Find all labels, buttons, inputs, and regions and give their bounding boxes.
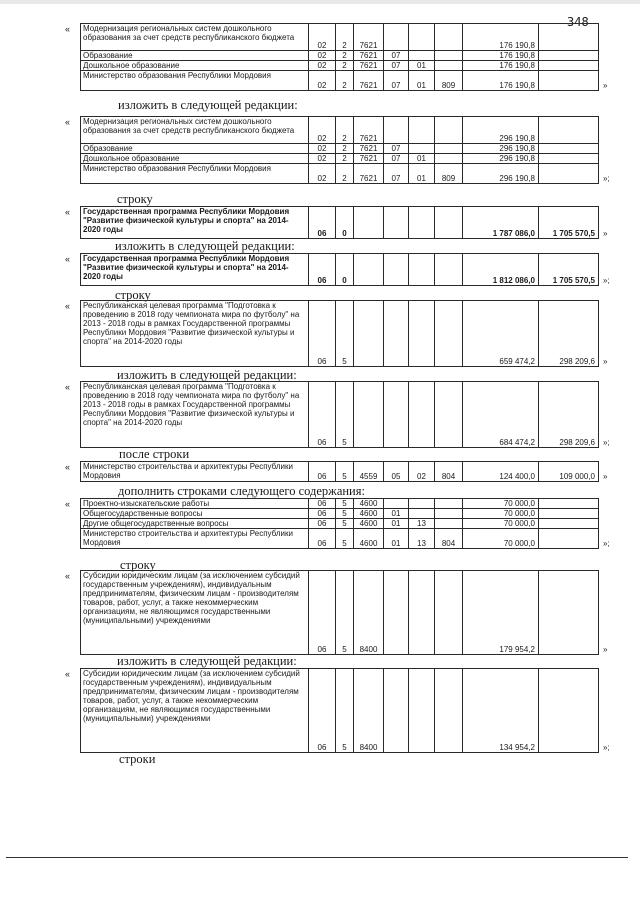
amount-cell: 1 812 086,0 xyxy=(463,254,539,286)
code-cell xyxy=(435,301,463,367)
row-name-cell: Другие общегосударственные вопросы xyxy=(81,519,309,529)
code-cell xyxy=(435,571,463,655)
code-cell: 5 xyxy=(336,519,354,529)
budget-table xyxy=(80,461,599,482)
code-cell: 01 xyxy=(384,509,409,519)
code-cell xyxy=(384,571,409,655)
code-cell: 2 xyxy=(336,61,354,71)
code-cell xyxy=(435,669,463,753)
close-quote: » xyxy=(603,472,608,481)
amount-cell: 1 705 570,5 xyxy=(539,254,599,286)
code-cell: 07 xyxy=(384,71,409,91)
code-cell: 02 xyxy=(309,154,336,164)
amount-cell: 1 705 570,5 xyxy=(539,207,599,239)
code-cell: 5 xyxy=(336,382,354,448)
code-cell xyxy=(409,669,435,753)
table-row xyxy=(81,254,599,286)
code-cell: 07 xyxy=(384,51,409,61)
code-cell: 06 xyxy=(309,382,336,448)
amount-cell: 684 474,2 xyxy=(463,382,539,448)
open-quote: « xyxy=(65,117,71,127)
code-cell: 02 xyxy=(409,462,435,482)
row-name-cell: Государственная программа Республики Мордовия "Развитие физической культуры и спорта" на 2014-2020 годы xyxy=(81,207,309,239)
table-row xyxy=(81,71,599,91)
table-block-9 xyxy=(65,570,608,655)
table-row xyxy=(81,382,599,448)
table-block-1 xyxy=(65,23,608,91)
amount-cell xyxy=(539,499,599,509)
table-row xyxy=(81,669,599,753)
amount-cell: 298 209,6 xyxy=(539,382,599,448)
table-row xyxy=(81,24,599,51)
code-cell: 01 xyxy=(384,529,409,549)
code-cell xyxy=(409,301,435,367)
code-cell: 4600 xyxy=(354,499,384,509)
close-quote: » xyxy=(603,229,608,238)
code-cell xyxy=(384,117,409,144)
amount-cell: 176 190,8 xyxy=(463,24,539,51)
code-cell: 5 xyxy=(336,462,354,482)
code-cell: 2 xyxy=(336,51,354,61)
code-cell: 06 xyxy=(309,499,336,509)
budget-table xyxy=(80,668,599,753)
amount-cell xyxy=(539,164,599,184)
code-cell xyxy=(409,207,435,239)
code-cell: 06 xyxy=(309,509,336,519)
amount-cell: 176 190,8 xyxy=(463,71,539,91)
code-cell: 804 xyxy=(435,462,463,482)
amount-cell: 659 474,2 xyxy=(463,301,539,367)
code-cell: 07 xyxy=(384,61,409,71)
close-quote: » xyxy=(603,357,608,366)
code-cell xyxy=(435,24,463,51)
table-row xyxy=(81,571,599,655)
code-cell xyxy=(435,509,463,519)
row-name-cell: Субсидии юридическим лицам (за исключением субсидий государственным учреждениям), индивидуальным предпринимателям, физическим лицам - производителям товаров, работ, услуг, а также некоммерческим организациям, не являющимся государственными (муниципальными) учреждениями xyxy=(81,571,309,655)
row-name-cell: Субсидии юридическим лицам (за исключением субсидий государственным учреждениям), индивидуальным предпринимателям, физическим лицам - производителям товаров, работ, услуг, а также некоммерческим организациям, не являющимся государственными (муниципальными) учреждениями xyxy=(81,669,309,753)
row-name-cell: Модернизация региональных систем дошкольного образования за счет средств республиканского бюджета xyxy=(81,117,309,144)
code-cell: 06 xyxy=(309,571,336,655)
code-cell: 02 xyxy=(309,117,336,144)
code-cell xyxy=(435,61,463,71)
amount-cell: 176 190,8 xyxy=(463,61,539,71)
budget-table xyxy=(80,381,599,448)
amount-cell: 179 954,2 xyxy=(463,571,539,655)
code-cell: 07 xyxy=(384,164,409,184)
code-cell: 5 xyxy=(336,669,354,753)
close-quote: »; xyxy=(603,539,610,548)
code-cell: 02 xyxy=(309,164,336,184)
code-cell: 02 xyxy=(309,144,336,154)
code-cell: 7621 xyxy=(354,117,384,144)
code-cell: 5 xyxy=(336,301,354,367)
amount-cell: 296 190,8 xyxy=(463,154,539,164)
code-cell: 2 xyxy=(336,117,354,144)
amount-cell xyxy=(539,51,599,61)
budget-table xyxy=(80,23,599,91)
row-name-cell: Образование xyxy=(81,144,309,154)
table-row xyxy=(81,117,599,144)
code-cell xyxy=(384,207,409,239)
page-number: 348 xyxy=(567,15,589,29)
amount-cell: 296 190,8 xyxy=(463,164,539,184)
code-cell xyxy=(354,382,384,448)
code-cell xyxy=(409,509,435,519)
code-cell: 01 xyxy=(384,519,409,529)
amount-cell: 176 190,8 xyxy=(463,51,539,61)
code-cell xyxy=(409,571,435,655)
code-cell: 01 xyxy=(409,71,435,91)
amount-cell xyxy=(539,117,599,144)
open-quote: « xyxy=(65,207,71,217)
table-block-3 xyxy=(65,206,608,239)
code-cell: 06 xyxy=(309,254,336,286)
row-name-cell: Дошкольное образование xyxy=(81,154,309,164)
code-cell: 05 xyxy=(384,462,409,482)
code-cell: 02 xyxy=(309,61,336,71)
code-cell: 7621 xyxy=(354,51,384,61)
code-cell: 02 xyxy=(309,51,336,61)
code-cell xyxy=(384,382,409,448)
table-row xyxy=(81,462,599,482)
instruction-heading: строку xyxy=(115,288,151,302)
amount-cell: 1 787 086,0 xyxy=(463,207,539,239)
close-quote: »; xyxy=(603,438,610,447)
table-block-2 xyxy=(65,116,610,184)
row-name-cell: Модернизация региональных систем дошкольного образования за счет средств республиканского бюджета xyxy=(81,24,309,51)
code-cell: 4600 xyxy=(354,529,384,549)
table-block-7 xyxy=(65,461,608,482)
table-row xyxy=(81,164,599,184)
row-name-cell: Республиканская целевая программа "Подготовка к проведению в 2018 году чемпионата мира по футболу" на 2013 - 2018 годы в рамках Государственной программы Республики Мордовия "Развитие физической культуры и спорта" на 2014-2020 годы xyxy=(81,382,309,448)
instruction-heading: строки xyxy=(119,752,156,766)
code-cell: 0 xyxy=(336,207,354,239)
table-row xyxy=(81,509,599,519)
code-cell: 2 xyxy=(336,71,354,91)
amount-cell: 296 190,8 xyxy=(463,144,539,154)
amount-cell xyxy=(539,144,599,154)
table-row xyxy=(81,301,599,367)
amount-cell xyxy=(539,71,599,91)
amount-cell: 296 190,8 xyxy=(463,117,539,144)
code-cell: 804 xyxy=(435,529,463,549)
table-row xyxy=(81,499,599,509)
amount-cell xyxy=(539,61,599,71)
row-name-cell: Общегосударственные вопросы xyxy=(81,509,309,519)
amount-cell xyxy=(539,571,599,655)
code-cell xyxy=(409,51,435,61)
code-cell xyxy=(435,499,463,509)
amount-cell xyxy=(539,154,599,164)
table-row xyxy=(81,61,599,71)
code-cell: 02 xyxy=(309,71,336,91)
code-cell: 8400 xyxy=(354,669,384,753)
table-row xyxy=(81,529,599,549)
code-cell xyxy=(354,254,384,286)
code-cell: 06 xyxy=(309,462,336,482)
code-cell xyxy=(384,499,409,509)
code-cell: 07 xyxy=(384,144,409,154)
scan-top-edge xyxy=(0,0,640,4)
open-quote: « xyxy=(65,669,71,679)
instruction-heading: изложить в следующей редакции: xyxy=(117,368,297,382)
code-cell: 01 xyxy=(409,164,435,184)
amount-cell xyxy=(539,509,599,519)
code-cell: 07 xyxy=(384,154,409,164)
code-cell: 5 xyxy=(336,509,354,519)
open-quote: « xyxy=(65,571,71,581)
instruction-heading: строку xyxy=(117,192,153,206)
code-cell xyxy=(409,117,435,144)
code-cell: 7621 xyxy=(354,144,384,154)
code-cell xyxy=(354,207,384,239)
code-cell xyxy=(435,254,463,286)
amount-cell xyxy=(539,519,599,529)
budget-table xyxy=(80,570,599,655)
close-quote: »; xyxy=(603,174,610,183)
code-cell: 13 xyxy=(409,529,435,549)
code-cell xyxy=(435,51,463,61)
code-cell xyxy=(409,254,435,286)
code-cell xyxy=(435,154,463,164)
row-name-cell: Министерство строительства и архитектуры Республики Мордовия xyxy=(81,529,309,549)
code-cell: 2 xyxy=(336,144,354,154)
code-cell: 06 xyxy=(309,669,336,753)
code-cell: 809 xyxy=(435,164,463,184)
close-quote: » xyxy=(603,81,608,90)
code-cell: 7621 xyxy=(354,164,384,184)
code-cell xyxy=(435,117,463,144)
code-cell xyxy=(435,382,463,448)
code-cell: 01 xyxy=(409,61,435,71)
budget-table xyxy=(80,116,599,184)
amount-cell: 70 000,0 xyxy=(463,499,539,509)
open-quote: « xyxy=(65,24,71,34)
instruction-heading: изложить в следующей редакции: xyxy=(115,239,295,253)
instruction-heading: после строки xyxy=(119,447,190,461)
table-block-8 xyxy=(65,498,610,549)
code-cell: 4600 xyxy=(354,509,384,519)
code-cell: 06 xyxy=(309,301,336,367)
amount-cell: 109 000,0 xyxy=(539,462,599,482)
open-quote: « xyxy=(65,462,71,472)
table-row xyxy=(81,51,599,61)
instruction-heading: строку xyxy=(120,558,156,572)
budget-table xyxy=(80,498,599,549)
close-quote: »; xyxy=(603,276,610,285)
code-cell: 06 xyxy=(309,207,336,239)
code-cell: 06 xyxy=(309,529,336,549)
code-cell: 5 xyxy=(336,529,354,549)
code-cell: 7621 xyxy=(354,71,384,91)
row-name-cell: Государственная программа Республики Мордовия "Развитие физической культуры и спорта" на 2014-2020 годы xyxy=(81,254,309,286)
row-name-cell: Образование xyxy=(81,51,309,61)
code-cell xyxy=(409,499,435,509)
table-block-5 xyxy=(65,300,608,367)
code-cell: 2 xyxy=(336,164,354,184)
code-cell xyxy=(409,24,435,51)
amount-cell: 134 954,2 xyxy=(463,669,539,753)
row-name-cell: Проектно-изыскательские работы xyxy=(81,499,309,509)
code-cell: 4559 xyxy=(354,462,384,482)
row-name-cell: Министерство образования Республики Мордовия xyxy=(81,164,309,184)
budget-table xyxy=(80,253,599,286)
amount-cell xyxy=(539,529,599,549)
code-cell xyxy=(384,254,409,286)
code-cell: 01 xyxy=(409,154,435,164)
open-quote: « xyxy=(65,499,71,509)
code-cell: 2 xyxy=(336,154,354,164)
amount-cell: 124 400,0 xyxy=(463,462,539,482)
code-cell xyxy=(384,301,409,367)
amount-cell xyxy=(539,24,599,51)
row-name-cell: Министерство строительства и архитектуры Республики Мордовия xyxy=(81,462,309,482)
amount-cell: 70 000,0 xyxy=(463,529,539,549)
budget-table xyxy=(80,300,599,367)
code-cell xyxy=(435,207,463,239)
code-cell: 7621 xyxy=(354,61,384,71)
close-quote: » xyxy=(603,645,608,654)
code-cell: 02 xyxy=(309,24,336,51)
row-name-cell: Министерство образования Республики Мордовия xyxy=(81,71,309,91)
code-cell: 06 xyxy=(309,519,336,529)
table-row xyxy=(81,154,599,164)
code-cell xyxy=(409,144,435,154)
code-cell xyxy=(409,382,435,448)
code-cell xyxy=(384,24,409,51)
budget-table xyxy=(80,206,599,239)
code-cell: 2 xyxy=(336,24,354,51)
instruction-heading: изложить в следующей редакции: xyxy=(118,98,298,112)
code-cell xyxy=(435,519,463,529)
row-name-cell: Республиканская целевая программа "Подготовка к проведению в 2018 году чемпионата мира по футболу" на 2013 - 2018 годы в рамках Государственной программы Республики Мордовия "Развитие физической культуры и спорта" на 2014-2020 годы xyxy=(81,301,309,367)
code-cell: 5 xyxy=(336,571,354,655)
open-quote: « xyxy=(65,301,71,311)
close-quote: »; xyxy=(603,743,610,752)
code-cell: 7621 xyxy=(354,24,384,51)
code-cell: 4600 xyxy=(354,519,384,529)
table-block-10 xyxy=(65,668,610,753)
amount-cell: 70 000,0 xyxy=(463,519,539,529)
instruction-heading: дополнить строками следующего содержания: xyxy=(118,484,365,498)
amount-cell: 298 209,6 xyxy=(539,301,599,367)
open-quote: « xyxy=(65,254,71,264)
code-cell: 809 xyxy=(435,71,463,91)
code-cell: 0 xyxy=(336,254,354,286)
row-name-cell: Дошкольное образование xyxy=(81,61,309,71)
table-row xyxy=(81,144,599,154)
table-block-6 xyxy=(65,381,610,448)
code-cell xyxy=(435,144,463,154)
code-cell xyxy=(354,301,384,367)
bottom-rule xyxy=(6,857,628,858)
table-row xyxy=(81,207,599,239)
code-cell: 5 xyxy=(336,499,354,509)
table-row xyxy=(81,519,599,529)
amount-cell: 70 000,0 xyxy=(463,509,539,519)
open-quote: « xyxy=(65,382,71,392)
code-cell: 13 xyxy=(409,519,435,529)
code-cell: 7621 xyxy=(354,154,384,164)
code-cell: 8400 xyxy=(354,571,384,655)
amount-cell xyxy=(539,669,599,753)
instruction-heading: изложить в следующей редакции: xyxy=(117,654,297,668)
code-cell xyxy=(384,669,409,753)
table-block-4 xyxy=(65,253,610,286)
